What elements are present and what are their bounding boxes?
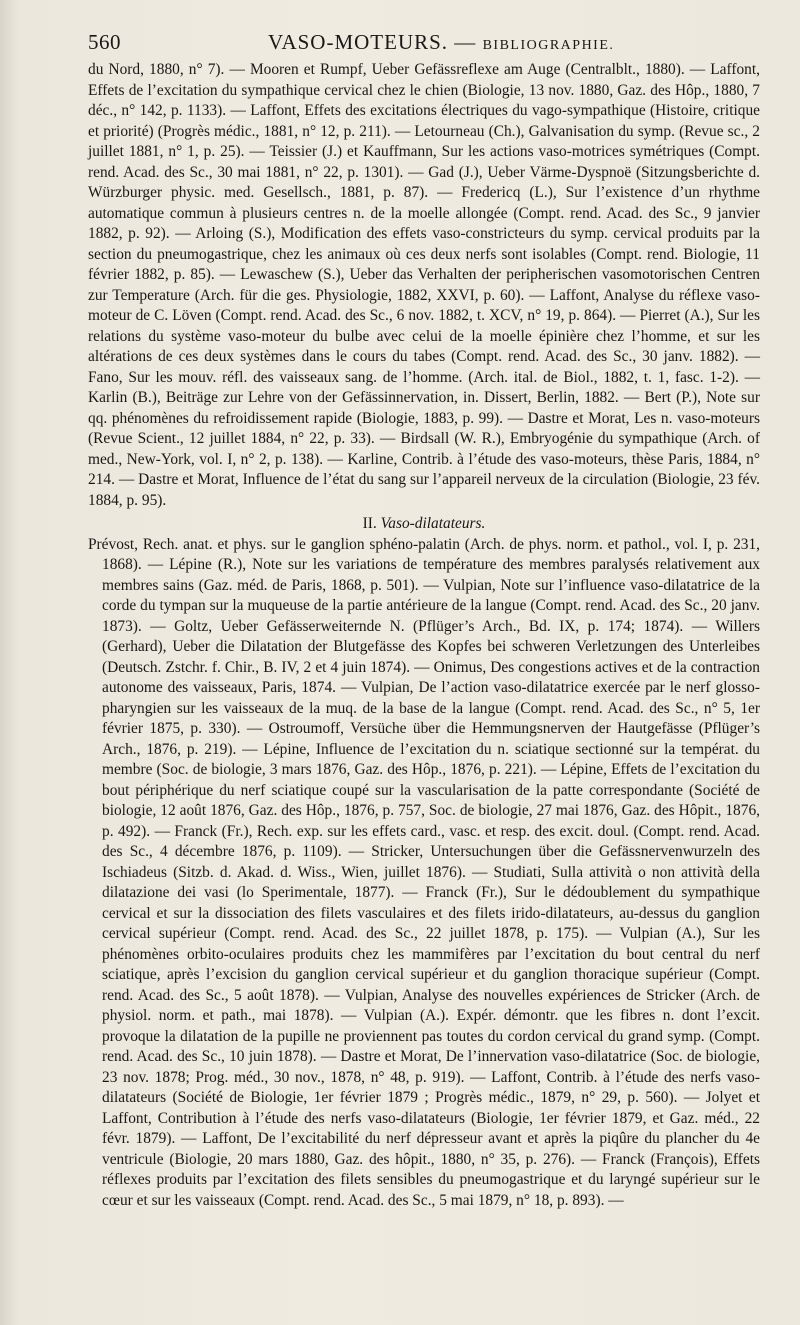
- section-heading: [88, 511, 760, 535]
- running-header: [88, 26, 778, 60]
- running-title: [268, 30, 614, 55]
- running-title-sub: BIBLIOGRAPHIE.: [482, 38, 615, 53]
- section-heading-title: Vaso-dilatateurs.: [380, 515, 486, 532]
- bibliography-section-two: Prévost, Rech. anat. et phys. sur le ganglion sphéno-palatin (Arch. de phys. norm. et pathol., vol. I, p. 231, 1868). — Lépine (R.), Note sur les variations de température des membres paralysés relativement aux membres sains (Gaz. méd. de Paris, 1868, p. 501). — Vulpian, Note sur l’influence vaso-dilatatrice de la corde du tympan sur la muqueuse de la partie antérieure de la langue (Compt. rend. Acad. des Sc., 20 janv. 1873). — Goltz, Ueber Gefässerweiternde N. (Pflüger’s Arch., Bd. IX, p. 174; 1874). — Willers (Gerhard), Ueber die Dilatation der Blutgefässe des Kopfes bei schweren Verletzungen des Unterleibes (Deutsch. Zstchr. f. Chir., B. IV, 2 et 4 juin 1874). — Onimus, Des congestions actives et de la contraction autonome des vaisseaux, Paris, 1874. — Vulpian, De l’action vaso-dilatatrice exercée par le nerf glosso-pharyngien sur les vaisseaux de la muq. de la base de la langue (Compt. rend. Acad. des Sc., n° 5, 1er février 1875, p. 330). — Ostroumoff, Versüche über die Hemmungsnerven der Hautgefässe (Pflüger’s Arch., 1876, p. 219). — Lépine, Influence de l’excitation du n. sciatique sectionné sur la températ. du membre (Soc. de biologie, 3 mars 1876, Gaz. des Hôp., 1876, p. 221). — Lépine, Effets de l’excitation du bout périphérique du nerf sciatique coupé sur la vascularisation de la patte correspondante (Société de biologie, 12 août 1876, Gaz. des Hôp., 1876, p. 757, Soc. de biologie, 27 mai 1876, Gaz. des Hôpit., 1876, p. 492). — Franck (Fr.), Rech. exp. sur les effets card., vasc. et resp. des excit. doul. (Compt. rend. Acad. des Sc., 4 décembre 1876, p. 1109). — Stricker, Untersuchungen über die Gefässnervenwurzeln des Ischiadeus (Sitzb. d. Akad. d. Wiss., Wien, juillet 1876). — Studiati, Sulla attività o non attività della dilatazione dei vasi (lo Sperimentale, 1877). — Franck (Fr.), Sur le dédoublement du sympathique cervical et sur la dissociation des filets vasculaires et des filets irido-dilatateurs, au-dessus du ganglion cervical supérieur (Compt. rend. Acad. des Sc., 22 juillet 1878, p. 175). — Vulpian (A.), Sur les phénomènes orbito-oculaires produits chez les mammifères par l’excitation du bout central du nerf sciatique, après l’excision du ganglion cervical supérieur et du ganglion thoracique supérieur (Compt. rend. Acad. des Sc., 5 août 1878). — Vulpian, Analyse des nouvelles expériences de Stricker (Arch. de physiol. norm. et path., mai 1878). — Vulpian (A.). Expér. démontr. que les fibres n. dont l’excit. provoque la dilatation de la pupille ne proviennent pas toutes du cordon cervical du grand symp. (Compt. rend. Acad. des Sc., 10 juin 1878). — Dastre et Morat, De l’innervation vaso-dilatatrice (Soc. de biologie, 23 nov. 1878; Prog. méd., 30 nov., 1878, n° 48, p. 919). — Laffont, Contrib. à l’étude des nerfs vaso-dilatateurs (Société de Biologie, 1er février 1879 ; Progrès médic., 1879, n° 29, p. 560). — Jolyet et Laffont, Contribution à l’étude des nerfs vaso-dilatateurs (Biologie, 1er février 1879, et Gaz. méd., 22 févr. 1879). — Laffont, De l’excitabilité du nerf dépresseur avant et après la piqûre du plancher du 4e ventricule (Biologie, 20 mars 1880, Gaz. des hôpit., 1880, n° 35, p. 276). — Franck (François), Effets réflexes produits par l’excitation des filets sensibles du pneumogastrique et du laryngé supérieur sur le cœur et sur les vaisseaux (Compt. rend. Acad. des Sc., 5 mai 1879, n° 18, p. 893). —: [88, 535, 760, 1209]
- section-heading-number: II.: [362, 515, 377, 532]
- page-number: 560: [88, 30, 121, 54]
- running-title-main: VASO-MOTEURS. —: [268, 30, 477, 54]
- bibliography-section-one: du Nord, 1880, n° 7). — Mooren et Rumpf, Ueber Gefässreflexe am Auge (Centralblt., 1880). — Laffont, Effets de l’excitation du sympathique cervical chez le chien (Biologie, 13 nov. 1880, Gaz. des Hôp., 1880, 7 déc., n° 142, p. 1133). — Laffont, Effets des excitations électriques du vago-sympathique (Histoire, critique et priorité) (Progrès médic., 1881, n° 12, p. 211). — Letourneau (Ch.), Galvanisation du symp. (Revue sc., 2 juillet 1881, n° 1, p. 25). — Teissier (J.) et Kauffmann, Sur les actions vaso-motrices symétriques (Compt. rend. Acad. des Sc., 30 mai 1881, n° 22, p. 1301). — Gad (J.), Ueber Värme-Dyspnoë (Sitzungsberichte d. Würzburger physic. med. Gesellsch., 1881, p. 87). — Fredericq (L.), Sur l’existence d’un rhythme automatique commun à plusieurs centres n. de la moelle allongée (Compt. rend. Acad. des Sc., 9 janvier 1882, p. 92). — Arloing (S.), Modification des effets vaso-constricteurs du symp. cervical produits par la section du pneumogastrique, chez les animaux où ces deux nerfs sont isolables (Compt. rend. Biologie, 11 février 1882, p. 85). — Lewaschew (S.), Ueber das Verhalten der peripherischen vasomotorischen Centren zur Temperature (Arch. für die ges. Physiologie, 1882, XXVI, p. 60). — Laffont, Analyse du réflexe vaso-moteur de C. Löven (Compt. rend. Acad. des Sc., 6 nov. 1882, t. XCV, n° 19, p. 864). — Pierret (A.), Sur les relations du système vaso-moteur du bulbe avec celui de la moelle épinière chez l’homme, et sur les altérations de ces deux systèmes dans le cours du tabes (Compt. rend. Acad. des Sc., 30 janv. 1882). — Fano, Sur les mouv. réfl. des vaisseaux sang. de l’homme. (Arch. ital. de Biol., 1882, t. 1, fasc. 1-2). — Karlin (B.), Beiträge zur Lehre von der Gefässinnervation, in. Dissert, Berlin, 1882. — Bert (P.), Note sur qq. phénomènes du refroidissement rapide (Biologie, 1883, p. 99). — Dastre et Morat, Les n. vaso-moteurs (Revue Scient., 12 juillet 1884, n° 22, p. 33). — Birdsall (W. R.), Embryogénie du sympathique (Arch. of med., New-York, vol. I, n° 2, p. 138). — Karline, Contrib. à l’étude des vaso-moteurs, thèse Paris, 1884, n° 214. — Dastre et Morat, Influence de l’état du sang sur l’appareil nerveux de la circulation (Biologie, 23 fév. 1884, p. 95).: [88, 61, 760, 509]
- bibliography-body: [88, 60, 760, 1211]
